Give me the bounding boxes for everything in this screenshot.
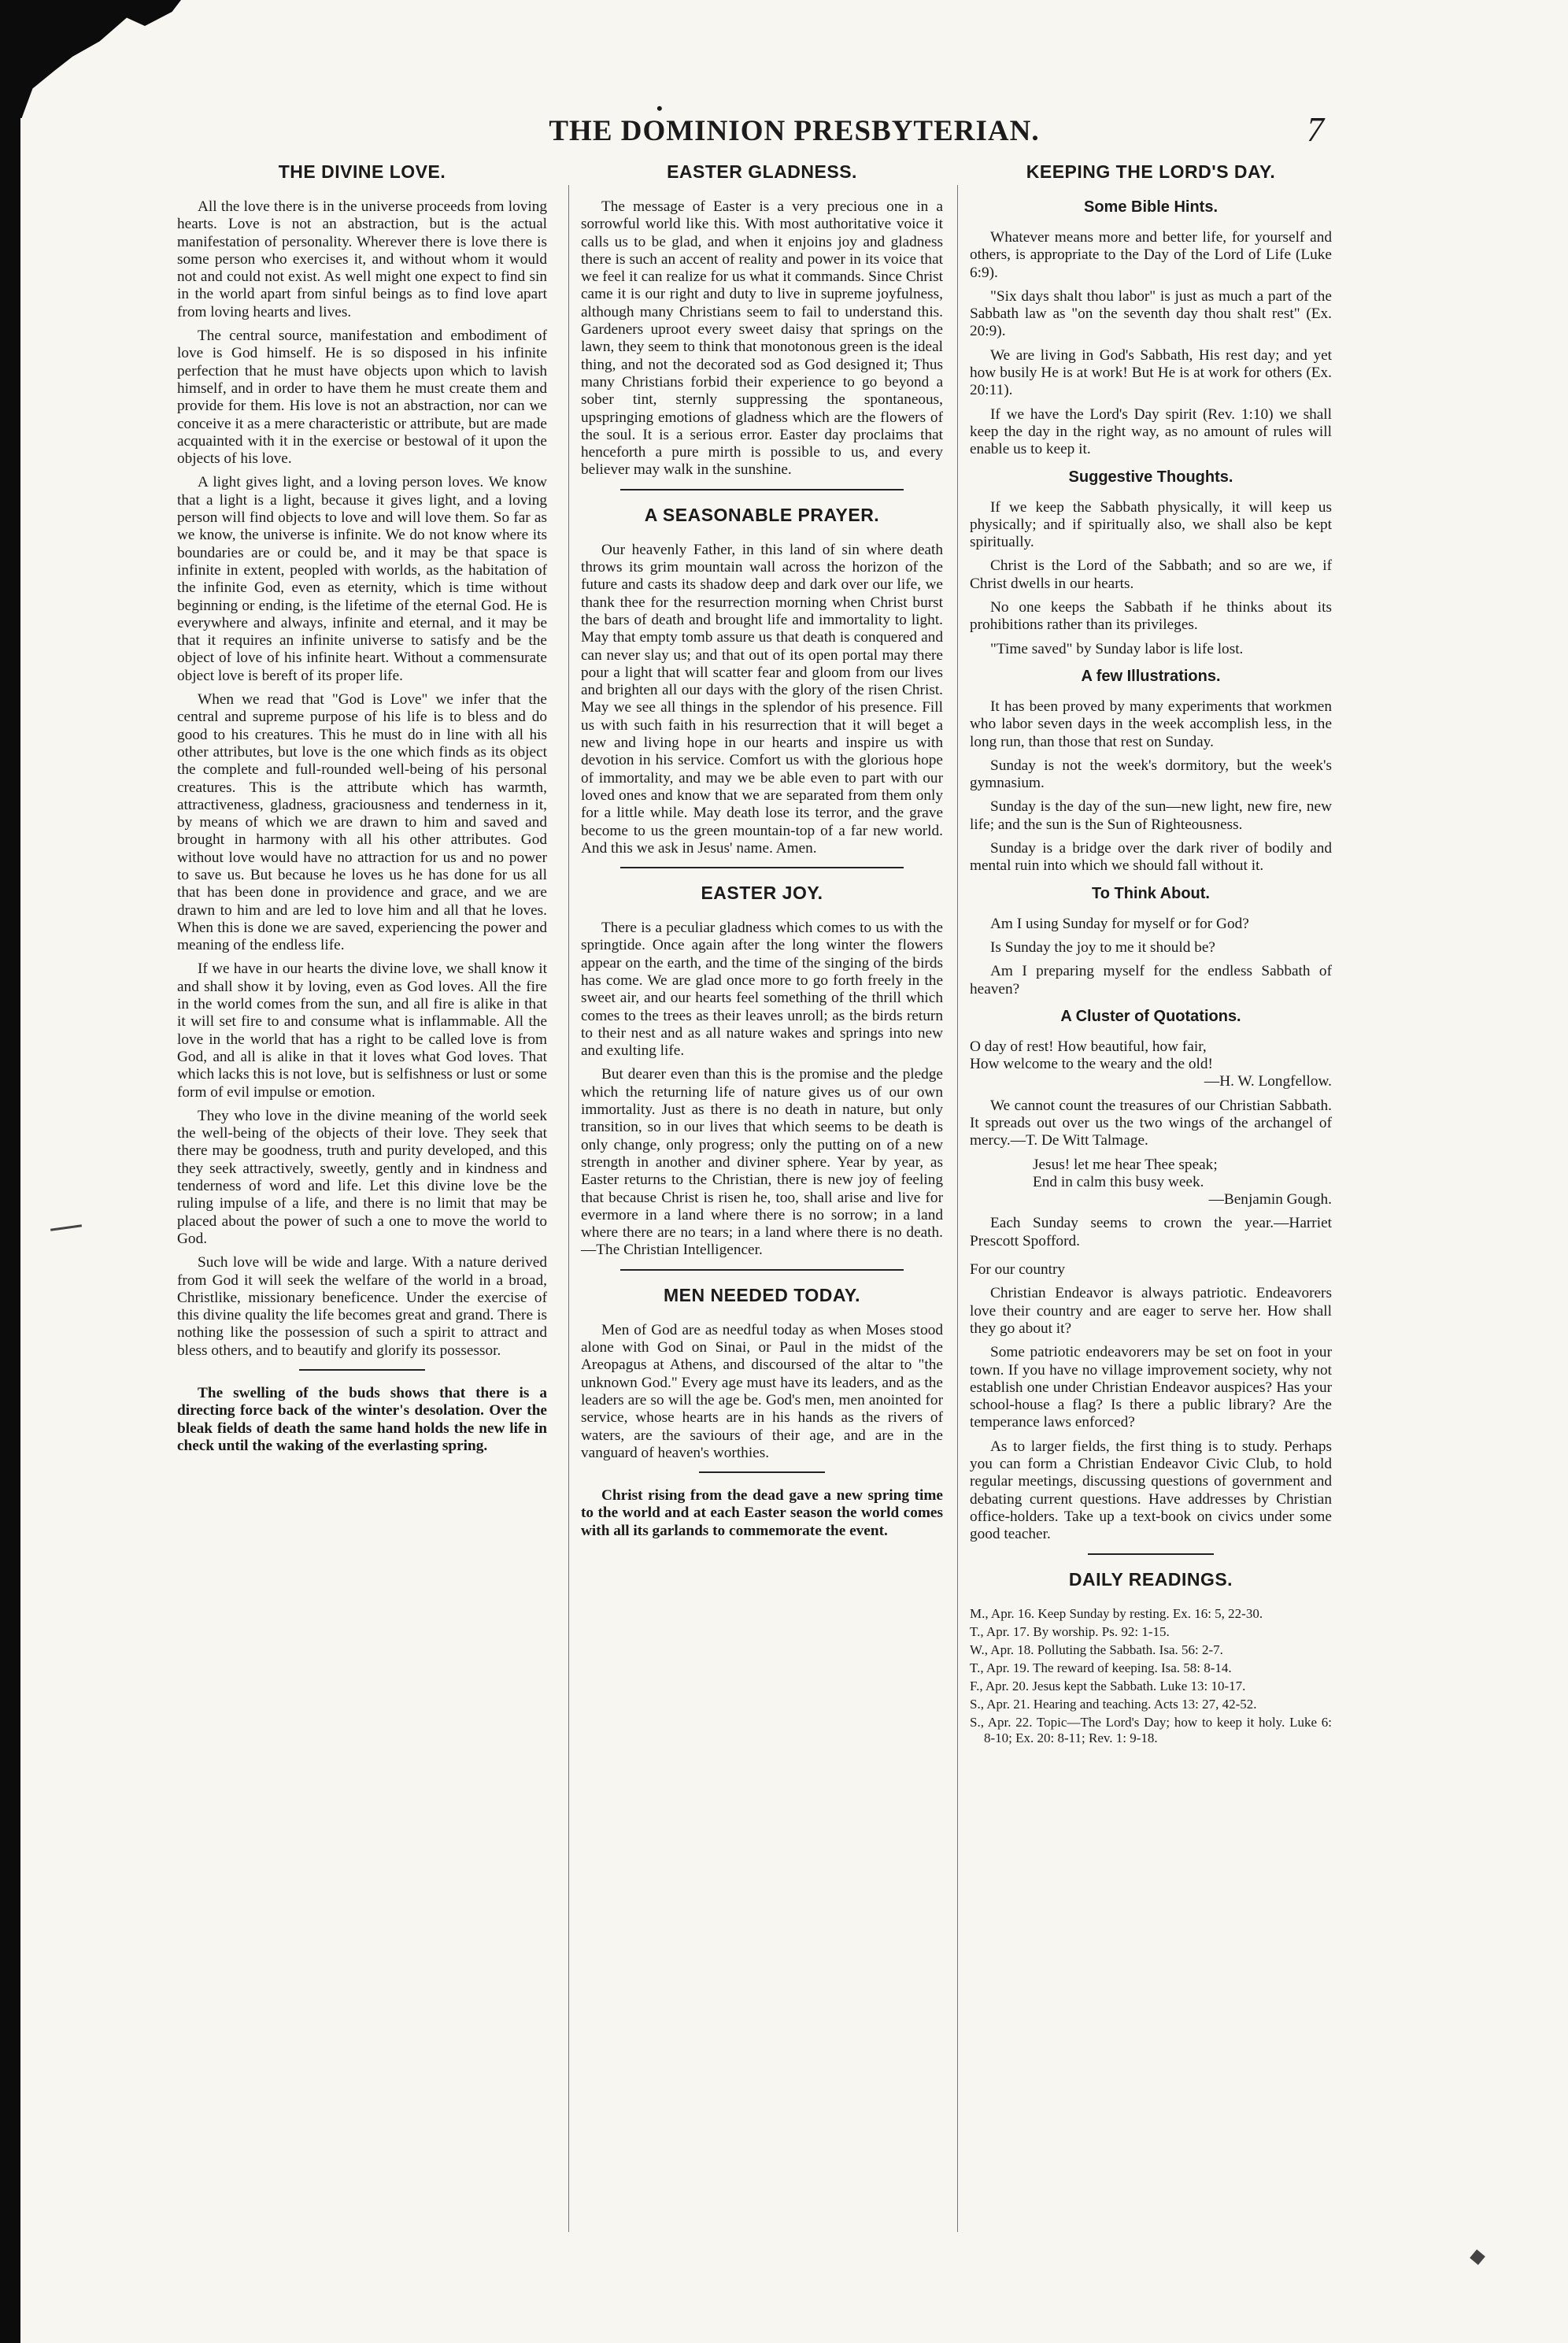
paragraph: Christ is the Lord of the Sabbath; and so are we, if Christ dwells in our hearts. (970, 557, 1332, 592)
quote-author: —Benjamin Gough. (1208, 1191, 1332, 1209)
paragraph: Each Sunday seems to crown the year.—Harriet Prescott Spofford. (970, 1215, 1332, 1249)
paragraph: When we read that "God is Love" we infer that the central and supreme purpose of his life is to bless and do good to his creatures. This he must do in line with all his other attributes, but love is the one which finds as its object the complete and full-rounded well-being of his personal creatures. This is the attribute which has warmth, attractiveness, gladness, graciousness and tenderness in it, by means of which we are drawn to him and saved and brought in harmony with all his other attributes. God without love would have no attraction for us and no power to save us. But because he loves us he has done for us all that has been done in providence and grace, and we are drawn to him and are led to love him and all that he loves. When this is done we are saved, experiencing the power and meaning of the endless life. (177, 691, 547, 954)
paragraph: Am I preparing myself for the endless Sabbath of heaven? (970, 963, 1332, 998)
paragraph: If we have in our hearts the divine love, we shall know it and shall show it by loving, even as God loves. All the fire in the world comes from the sun, and all fire is alike in that it will set fire to and consume what is inflammable. All the love in the world that has a right to be called love is from God, and all is alike in that it loves what God loves. That which lacks this is not love, but is selfishness or lust or some form of evil impulse or emotion. (177, 961, 547, 1101)
paragraph: The central source, manifestation and embodiment of love is God himself. He is so disposed in his infinite perfection that he must have objects upon which to lavish himself, and in order to have them he must create them and provide for them. His love is not an abstraction, nor can we conceive it as a mere characteristic or attribute, but are made acquainted with it in the exercise or bestowal of it upon the objects of his love. (177, 328, 547, 468)
torn-edge (0, 0, 20, 2343)
section-rule (620, 1269, 904, 1271)
article-heading: MEN NEEDED TODAY. (663, 1284, 861, 1305)
section-rule (1088, 1553, 1214, 1555)
page-number: 7 (1307, 110, 1324, 149)
section-rule (299, 1369, 425, 1371)
paragraph: All the love there is in the universe proceeds from loving hearts. Love is not an abstraction, but is the actual manifestation of personality. Wherever there is love there is some person who exercises it, and without whom it would not and could not exist. As well might one expect to find sin in the world apart from sinful beings as to find love apart from loving hearts and lives. (177, 198, 547, 320)
column-rule (568, 185, 569, 2232)
section-label: For our country (970, 1261, 1066, 1279)
page-header (20, 98, 1568, 161)
paragraph: We cannot count the treasures of our Christian Sabbath. It spreads out over us the two wings of the archangel of mercy.—T. De Witt Talmage. (970, 1097, 1332, 1149)
paragraph: Our heavenly Father, in this land of sin where death throws its grim mountain wall across the horizon of the future and casts its shadow deep and dark over our life, we thank thee for the resurrection morning when Christ burst the bars of death and brought life and immortality to light. May that empty tomb assure us that death is conquered and can never slay us; and that out of its open portal may there pour a light that will scatter fear and gloom from our lives and brighten all our days with the glory of the risen Christ. May we see all things in the splendor of his presence. Fill us with such faith in his resurrection that it will beget a new and living hope in our hearts and inspire us with devotion in his service. Comfort us with the glorious hope of immortality, and may we be able even to part with our loved ones and know that we are separated from them only for a little while. May death lose its terror, and the grave become to us the green mountain-top of a far new world. And this we ask in Jesus' name. Amen. (581, 541, 943, 857)
paragraph: "Six days shalt thou labor" is just as much a part of the Sabbath law as "on the seventh day thou shalt rest" (Ex. 20:9). (970, 287, 1332, 340)
masthead-dot: • (656, 98, 663, 118)
section-rule (620, 867, 904, 868)
reading-item: T., Apr. 17. By worship. Ps. 92: 1-15. (970, 1623, 1170, 1639)
closing-paragraph: Christ rising from the dead gave a new spring time to the world and at each Easter season the world comes with all its garlands to commemorate the event. (581, 1487, 943, 1539)
article-heading: A SEASONABLE PRAYER. (644, 504, 880, 525)
paragraph: It has been proved by many experiments that workmen who labor seven days in the week accomplish less, in the long run, than those that rest on Sunday. (970, 698, 1332, 750)
paragraph: Men of God are as needful today as when Moses stood alone with God on Sinai, or Paul in the midst of the Areopagus at Athens, and discoursed of the altar to "the unknown God." Every age must have its leaders, and as the leaders are so will the age be. God's men, men anointed for service, whose hearts are in his hands as the rivers of waters, are the saviours of their age, and are in the vanguard of heaven's worthies. (581, 1321, 943, 1461)
article-heading: KEEPING THE LORD'S DAY. (1026, 161, 1276, 182)
section-rule (699, 1471, 825, 1473)
paragraph: But dearer even than this is the promise and the pledge which the returning life of nature gives us of our own immortality. Just as there is no death in nature, but only transition, so in our lives that which seems to be death is only change, only progress; only the putting on of a new strength in another and diviner sphere. Year by year, as Easter returns to the Christian, there is new joy of feeling that because Christ is risen he, too, shall arise and live for evermore in a land where there is no sorrow; in a land where there are no tears; in a land where there is no death.—The Christian Intelligencer. (581, 1066, 943, 1259)
article-heading: THE DIVINE LOVE. (278, 161, 446, 182)
paragraph: Am I using Sunday for myself or for God? (990, 915, 1249, 932)
paragraph: A light gives light, and a loving person loves. We know that a light is a light, because it gives light, and a loving person will find objects to love and will love them. So far as we know, the universe is infinite. We do not know where its boundaries are or could be, and it may be that space is infinite in extent, peopled with worlds, as the habitation of the infinite God, even as eternity, which is time without beginning or ending, is the lifetime of the eternal God. He is everywhere and always, infinite and eternal, and it may be that it requires an infinite universe to satisfy and be the object of love of his infinite heart. Without a commensurate object love is bereft of its proper life. (177, 474, 547, 684)
column-2 (581, 161, 943, 1546)
sub-heading: Suggestive Thoughts. (1068, 468, 1233, 486)
paragraph: We are living in God's Sabbath, His rest day; and yet how busily He is at work! But He is at work for others (Ex. 20:11). (970, 346, 1332, 399)
closing-paragraph: The swelling of the buds shows that there is a directing force back of the winter's desolation. Over the bleak fields of death the same hand holds the new life in check until the waking of the everlasting spring. (177, 1385, 547, 1454)
paragraph: If we have the Lord's Day spirit (Rev. 1:10) we shall keep the day in the right way, as no amount of rules will enable us to keep it. (970, 405, 1332, 458)
paragraph: As to larger fields, the first thing is to study. Perhaps you can form a Christian Endeavor Civic Club, to hold regular meetings, discussing questions of government and debating current questions. Have addresses by Christian office-holders. Take up a text-book on civics under some good teacher. (970, 1438, 1332, 1543)
quote-line: How welcome to the weary and the old! (970, 1056, 1213, 1073)
column-rule (957, 185, 958, 2232)
paragraph: If we keep the Sabbath physically, it will keep us physically; and if spiritually also, we shall also be kept spiritually. (970, 498, 1332, 551)
paragraph: Sunday is not the week's dormitory, but the week's gymnasium. (970, 757, 1332, 792)
sub-heading: Some Bible Hints. (1083, 198, 1219, 216)
sub-heading: A few Illustrations. (1081, 667, 1221, 685)
paragraph: Christian Endeavor is always patriotic. Endeavorers love their country and are eager to serve her. How shall they go about it? (970, 1285, 1332, 1337)
article-heading: EASTER GLADNESS. (667, 161, 857, 182)
article-heading: DAILY READINGS. (1068, 1568, 1233, 1590)
quote-line: O day of rest! How beautiful, how fair, (970, 1038, 1207, 1055)
article-heading: EASTER JOY. (701, 883, 823, 904)
section-rule (620, 489, 904, 490)
reading-item: S., Apr. 22. Topic—The Lord's Day; how to keep it holy. Luke 6: 8-10; Ex. 20: 8-11; Rev. 1: 9-18. (970, 1714, 1332, 1745)
paragraph: They who love in the divine meaning of the world seek the well-being of the objects of their love. They seek that there may be goodness, truth and purity developed, and this they seek attractively, sweetly, gently and in kindness and tenderness of word and life. Let this divine love be the ruling impulse of a life, and there is no limit that may be placed about the power of such a one to move the world to God. (177, 1107, 547, 1247)
paragraph: Is Sunday the joy to me it should be? (990, 938, 1215, 956)
column-3 (970, 161, 1332, 1749)
quote-line: End in calm this busy week. (1033, 1173, 1204, 1190)
reading-item: F., Apr. 20. Jesus kept the Sabbath. Luke 13: 10-17. (970, 1678, 1246, 1693)
paragraph: "Time saved" by Sunday labor is life lost. (990, 640, 1244, 657)
quote-author: —H. W. Longfellow. (1204, 1073, 1332, 1090)
reading-item: W., Apr. 18. Polluting the Sabbath. Isa. 56: 2-7. (970, 1642, 1223, 1657)
reading-item: S., Apr. 21. Hearing and teaching. Acts 13: 27, 42-52. (970, 1696, 1257, 1712)
quote-line: Jesus! let me hear Thee speak; (1033, 1156, 1218, 1173)
paragraph: Sunday is the day of the sun—new light, new fire, new life; and the sun is the Sun of Righteousness. (970, 798, 1332, 833)
paragraph: Sunday is a bridge over the dark river of bodily and mental ruin into which we should fall without it. (970, 840, 1332, 875)
sub-heading: To Think About. (1092, 884, 1210, 902)
paragraph: Some patriotic endeavorers may be set on foot in your town. If you have no village improvement society, why not establish one under Christian Endeavor auspices? Has your school-house a flag? Is there a public library? Are the temperance laws enforced? (970, 1344, 1332, 1431)
reading-item: T., Apr. 19. The reward of keeping. Isa. 58: 8-14. (970, 1660, 1232, 1675)
reading-item: M., Apr. 16. Keep Sunday by resting. Ex. 16: 5, 22-30. (970, 1605, 1263, 1621)
paragraph: The message of Easter is a very precious one in a sorrowful world like this. With most authoritative voice it calls us to be glad, and when it enjoins joy and gladness there is such an accent of reality and power in its voice that we feel it can realize for us what it commands. Since Christ came it is our right and duty to live in supreme joyfulness, although many Christians seem to fail to understand this. Gardeners uproot every sweet daisy that springs on the lawn, they seem to think that monotonous green is the ideal thing, and not the decorated sod as God designed it; Thus many Christians forbid their experience to go beyond a sober tint, sternly suppressing the spontaneous, upspringing emotions of gladness which are the flowers of the soul. It is a serious error. Easter day proclaims that henceforth a pure mirth is possible to us, and every believer may walk in the sunshine. (581, 198, 943, 479)
sub-heading: A Cluster of Quotations. (1060, 1007, 1241, 1025)
masthead-title: THE DOMINION PRESBYTERIAN. (549, 115, 1040, 147)
paragraph: Such love will be wide and large. With a nature derived from God it will seek the welfare of the world in a broad, Christlike, missionary beneficence. Under the exercise of this divine quality the life becomes great and grand. There is nothing like the possession of such a spirit to attract and bless others, and to beautify and glorify its possessor. (177, 1254, 547, 1359)
paragraph: There is a peculiar gladness which comes to us with the springtide. Once again after the long winter the flowers appear on the earth, and the time of the singing of the birds has come. We are glad once more to go forth freely in the sweet air, and our hearts feel something of the thrill which comes to the trees as their leaves unroll; as the birds return to their nest and as all nature wakes and springs into new and exulting life. (581, 920, 943, 1060)
paragraph: Whatever means more and better life, for yourself and others, is appropriate to the Day of the Lord of Life (Luke 6:9). (970, 229, 1332, 281)
column-1 (177, 161, 547, 1461)
paragraph: No one keeps the Sabbath if he thinks about its prohibitions rather than its privileges. (970, 599, 1332, 634)
